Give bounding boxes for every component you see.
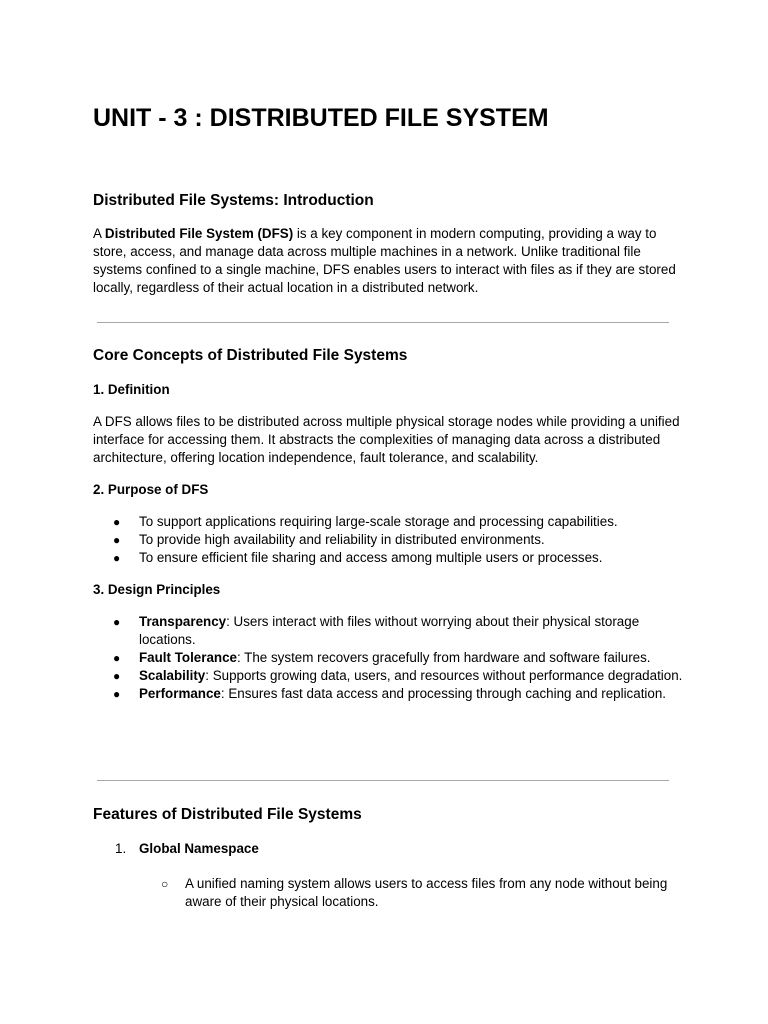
feature-sub-list <box>139 875 679 911</box>
principle-text: : The system recovers gracefully from hardware and software failures. <box>236 650 651 665</box>
list-item-text: To ensure efficient file sharing and access among multiple users or processes. <box>139 550 603 565</box>
section-divider <box>97 322 669 323</box>
bullet-icon: ● <box>113 687 121 701</box>
bullet-icon: ● <box>113 651 121 665</box>
principle-text: : Supports growing data, users, and resources without performance degradation. <box>205 668 683 683</box>
intro-heading: Distributed File Systems: Introduction <box>93 192 374 209</box>
intro-text-lead: A <box>93 226 105 241</box>
document-title: UNIT - 3 : DISTRIBUTED FILE SYSTEM <box>93 104 549 132</box>
intro-paragraph <box>93 225 683 297</box>
list-item-text: A unified naming system allows users to access files from any node without being aware of their physical locations. <box>185 876 668 909</box>
list-item <box>93 667 683 685</box>
purpose-heading: 2. Purpose of DFS <box>93 482 209 497</box>
list-item <box>93 513 683 531</box>
list-item <box>93 613 683 649</box>
list-item-text: To provide high availability and reliability in distributed environments. <box>139 532 545 547</box>
principle-text: : Users interact with files without worrying about their physical storage locations. <box>139 614 640 647</box>
list-number: 1. <box>115 841 127 856</box>
features-heading: Features of Distributed File Systems <box>93 806 362 823</box>
list-item-text: To support applications requiring large-scale storage and processing capabilities. <box>139 514 618 529</box>
section-divider <box>97 780 669 781</box>
list-item <box>93 685 683 703</box>
principle-term: Performance <box>139 686 221 701</box>
principle-text: : Ensures fast data access and processing through caching and replication. <box>220 686 667 701</box>
intro-text-rest: is a key component in modern computing, providing a way to store, access, and manage data across multiple machines in a network. Unlike traditional file systems confined to a single machine, DFS enables users to interact with files as if they are stored locally, regardless of their actual location in a distributed network. <box>93 226 676 295</box>
bullet-icon: ● <box>113 515 121 529</box>
circle-bullet-icon: ○ <box>161 877 169 891</box>
intro-text-bold-term: Distributed File System (DFS) <box>104 226 294 241</box>
features-list <box>93 840 683 858</box>
bullet-icon: ● <box>113 533 121 547</box>
principle-term: Transparency <box>139 614 227 629</box>
core-concepts-heading: Core Concepts of Distributed File Systems <box>93 347 408 364</box>
list-item <box>93 549 683 567</box>
list-item <box>139 875 679 911</box>
list-item <box>93 649 683 667</box>
principle-term: Scalability <box>139 668 206 683</box>
list-item <box>93 531 683 549</box>
list-item <box>93 840 683 858</box>
design-principles-heading: 3. Design Principles <box>93 582 221 597</box>
bullet-icon: ● <box>113 551 121 565</box>
principle-term: Fault Tolerance <box>139 650 237 665</box>
definition-paragraph: A DFS allows files to be distributed across multiple physical storage nodes while providing a unified interface for accessing them. It abstracts the complexities of managing data across a distributed architecture, offering location independence, fault tolerance, and scalability. <box>93 414 680 465</box>
feature-label: Global Namespace <box>139 841 259 856</box>
bullet-icon: ● <box>113 615 121 629</box>
definition-heading: 1. Definition <box>93 382 170 397</box>
purpose-list <box>93 513 683 567</box>
design-principles-list <box>93 613 683 703</box>
bullet-icon: ● <box>113 669 121 683</box>
